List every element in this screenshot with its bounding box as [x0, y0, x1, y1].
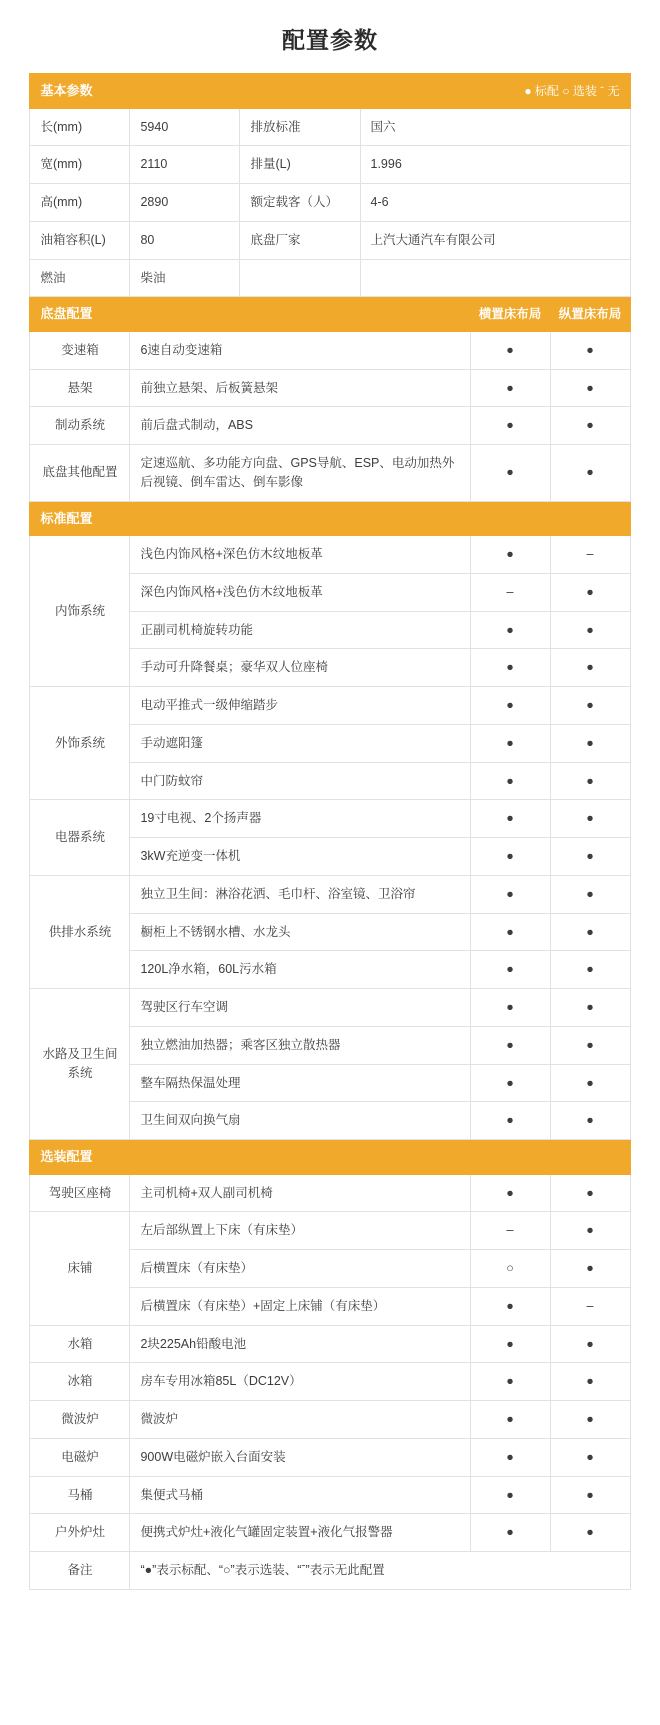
feature-value: 电动平推式一级伸缩踏步 — [130, 687, 470, 725]
feature-value: 房车专用冰箱85L（DC12V） — [130, 1363, 470, 1401]
feature-value: 左后部纵置上下床（有床垫） — [130, 1212, 470, 1250]
table-row — [30, 259, 630, 297]
feature-value: 3kW充逆变一体机 — [130, 838, 470, 876]
mark-layout-b: – — [550, 536, 630, 574]
mark-layout-b: ● — [550, 611, 630, 649]
table-row — [30, 1174, 630, 1212]
mark-layout-b: ● — [550, 687, 630, 725]
mark-layout-a: ● — [470, 875, 550, 913]
table-row — [30, 989, 630, 1027]
basic-value-1: 柴油 — [130, 259, 240, 297]
chassis-value: 6速自动变速箱 — [130, 331, 470, 369]
mark-layout-b: ● — [550, 1026, 630, 1064]
chassis-label: 制动系统 — [30, 407, 130, 445]
basic-label-2: 额定载客（人） — [240, 184, 360, 222]
mark-layout-a: ● — [470, 1026, 550, 1064]
feature-value: 浅色内饰风格+深色仿木纹地板革 — [130, 536, 470, 574]
table-row — [30, 1438, 630, 1476]
mark-layout-b: – — [550, 1287, 630, 1325]
group-label-fridge: 冰箱 — [30, 1363, 130, 1401]
mark-layout-a: ● — [470, 1363, 550, 1401]
mark-layout-b: ● — [550, 573, 630, 611]
group-label-induction-cooker: 电磁炉 — [30, 1438, 130, 1476]
group-label-outdoor-stove: 户外炉灶 — [30, 1514, 130, 1552]
note-value: “●”表示标配、“○”表示选装、“ˉ”表示无此配置 — [130, 1552, 630, 1590]
mark-layout-a: ● — [470, 1514, 550, 1552]
group-label-water-tank: 水箱 — [30, 1325, 130, 1363]
mark-layout-a: ● — [470, 611, 550, 649]
group-label-beds: 床铺 — [30, 1212, 130, 1325]
mark-layout-b: ● — [550, 800, 630, 838]
mark-layout-a: ● — [470, 445, 550, 502]
chassis-label: 变速箱 — [30, 331, 130, 369]
mark-layout-b: ● — [550, 913, 630, 951]
table-row — [30, 369, 630, 407]
feature-value: 正副司机椅旋转功能 — [130, 611, 470, 649]
mark-layout-b: ● — [550, 1212, 630, 1250]
basic-label-2 — [240, 259, 360, 297]
table-row — [30, 184, 630, 222]
column-header-layout-b: 纵置床布局 — [550, 297, 630, 332]
mark-layout-b: ● — [550, 445, 630, 502]
mark-layout-b: ● — [550, 1476, 630, 1514]
mark-layout-b: ● — [550, 1102, 630, 1140]
basic-value-2: 上汽大通汽车有限公司 — [360, 221, 630, 259]
feature-value: 中门防蚊帘 — [130, 762, 470, 800]
mark-layout-b: ● — [550, 989, 630, 1027]
table-row — [30, 875, 630, 913]
table-row — [30, 221, 630, 259]
basic-value-1: 2890 — [130, 184, 240, 222]
section-title-optional: 选装配置 — [30, 1140, 630, 1175]
mark-layout-b: ● — [550, 1064, 630, 1102]
mark-layout-a: ● — [470, 1476, 550, 1514]
mark-layout-b: ● — [550, 762, 630, 800]
mark-layout-a: ● — [470, 951, 550, 989]
table-row — [30, 1363, 630, 1401]
mark-layout-a: ● — [470, 331, 550, 369]
chassis-value: 前独立悬架、后板簧悬架 — [130, 369, 470, 407]
mark-layout-a: – — [470, 1212, 550, 1250]
basic-value-2: 1.996 — [360, 146, 630, 184]
feature-value: 后横置床（有床垫）+固定上床铺（有床垫） — [130, 1287, 470, 1325]
feature-value: 2块225Ah铅酸电池 — [130, 1325, 470, 1363]
bottom-spacer — [0, 1590, 660, 1616]
mark-layout-a: ● — [470, 724, 550, 762]
group-label-exterior: 外饰系统 — [30, 687, 130, 800]
table-row — [30, 800, 630, 838]
feature-value: 独立燃油加热器；乘客区独立散热器 — [130, 1026, 470, 1064]
mark-layout-b: ● — [550, 1363, 630, 1401]
group-label-microwave: 微波炉 — [30, 1401, 130, 1439]
table-row — [30, 1212, 630, 1250]
feature-value: 19寸电视、2个扬声器 — [130, 800, 470, 838]
mark-layout-a: ● — [470, 536, 550, 574]
section-header-standard — [30, 501, 630, 536]
table-row — [30, 687, 630, 725]
basic-label-2: 排放标准 — [240, 108, 360, 146]
table-row — [30, 146, 630, 184]
mark-layout-a: ● — [470, 407, 550, 445]
feature-value: 主司机椅+双人副司机椅 — [130, 1174, 470, 1212]
mark-layout-b: ● — [550, 1325, 630, 1363]
basic-label-2: 底盘厂家 — [240, 221, 360, 259]
note-label: 备注 — [30, 1552, 130, 1590]
mark-layout-b: ● — [550, 1401, 630, 1439]
table-row — [30, 1476, 630, 1514]
basic-value-2: 4-6 — [360, 184, 630, 222]
chassis-label: 底盘其他配置 — [30, 445, 130, 502]
section-title-standard: 标准配置 — [30, 501, 630, 536]
mark-layout-a: ● — [470, 1174, 550, 1212]
mark-layout-b: ● — [550, 407, 630, 445]
mark-layout-b: ● — [550, 369, 630, 407]
section-title-chassis: 底盘配置 — [30, 297, 470, 332]
mark-layout-b: ● — [550, 649, 630, 687]
mark-layout-b: ● — [550, 1514, 630, 1552]
feature-value: 手动可升降餐桌；豪华双人位座椅 — [130, 649, 470, 687]
feature-value: 120L净水箱，60L污水箱 — [130, 951, 470, 989]
basic-value-2 — [360, 259, 630, 297]
group-label-water-bathroom: 水路及卫生间系统 — [30, 989, 130, 1140]
group-label-interior: 内饰系统 — [30, 536, 130, 687]
basic-label-1: 高(mm) — [30, 184, 130, 222]
table-row — [30, 108, 630, 146]
section-header-chassis — [30, 297, 630, 332]
basic-label-1: 油箱容积(L) — [30, 221, 130, 259]
feature-value: 900W电磁炉嵌入台面安装 — [130, 1438, 470, 1476]
basic-value-1: 2110 — [130, 146, 240, 184]
mark-layout-a: ○ — [470, 1250, 550, 1288]
mark-layout-a: ● — [470, 762, 550, 800]
feature-value: 集便式马桶 — [130, 1476, 470, 1514]
table-row — [30, 407, 630, 445]
mark-layout-a: ● — [470, 1438, 550, 1476]
feature-value: 便携式炉灶+液化气罐固定装置+液化气报警器 — [130, 1514, 470, 1552]
mark-layout-a: ● — [470, 649, 550, 687]
feature-value: 整车隔热保温处理 — [130, 1064, 470, 1102]
group-label-toilet: 马桶 — [30, 1476, 130, 1514]
mark-layout-a: ● — [470, 369, 550, 407]
mark-layout-a: ● — [470, 800, 550, 838]
basic-label-1: 长(mm) — [30, 108, 130, 146]
mark-layout-a: ● — [470, 687, 550, 725]
group-label-electrical: 电器系统 — [30, 800, 130, 876]
feature-value: 深色内饰风格+浅色仿木纹地板革 — [130, 573, 470, 611]
mark-layout-a: ● — [470, 1287, 550, 1325]
page-title: 配置参数 — [282, 27, 378, 53]
feature-value: 独立卫生间：淋浴花洒、毛巾杆、浴室镜、卫浴帘 — [130, 875, 470, 913]
mark-layout-a: ● — [470, 989, 550, 1027]
feature-value: 卫生间双向换气扇 — [130, 1102, 470, 1140]
section-header-basic — [30, 74, 630, 109]
feature-value: 手动遮阳篷 — [130, 724, 470, 762]
table-row-note — [30, 1552, 630, 1590]
table-row — [30, 1325, 630, 1363]
chassis-value: 定速巡航、多功能方向盘、GPS导航、ESP、电动加热外后视镜、倒车雷达、倒车影像 — [130, 445, 470, 502]
mark-layout-a: ● — [470, 1325, 550, 1363]
mark-layout-a: ● — [470, 838, 550, 876]
basic-value-1: 5940 — [130, 108, 240, 146]
feature-value: 微波炉 — [130, 1401, 470, 1439]
mark-layout-b: ● — [550, 1174, 630, 1212]
column-header-layout-a: 横置床布局 — [470, 297, 550, 332]
mark-layout-a: – — [470, 573, 550, 611]
table-row — [30, 1514, 630, 1552]
table-row — [30, 1401, 630, 1439]
feature-value: 橱柜上不锈钢水槽、水龙头 — [130, 913, 470, 951]
mark-layout-b: ● — [550, 1438, 630, 1476]
mark-layout-b: ● — [550, 331, 630, 369]
chassis-value: 前后盘式制动，ABS — [130, 407, 470, 445]
mark-layout-a: ● — [470, 1102, 550, 1140]
basic-value-2: 国六 — [360, 108, 630, 146]
mark-layout-b: ● — [550, 875, 630, 913]
basic-label-2: 排量(L) — [240, 146, 360, 184]
group-label-driver-seats: 驾驶区座椅 — [30, 1174, 130, 1212]
legend-text: ● 标配 ○ 选装 ˉ 无 — [360, 74, 630, 109]
mark-layout-b: ● — [550, 951, 630, 989]
chassis-label: 悬架 — [30, 369, 130, 407]
mark-layout-b: ● — [550, 724, 630, 762]
mark-layout-a: ● — [470, 913, 550, 951]
basic-label-1: 宽(mm) — [30, 146, 130, 184]
mark-layout-b: ● — [550, 1250, 630, 1288]
mark-layout-a: ● — [470, 1401, 550, 1439]
section-title-basic: 基本参数 — [30, 74, 360, 109]
table-row — [30, 536, 630, 574]
group-label-water-supply: 供排水系统 — [30, 875, 130, 988]
mark-layout-b: ● — [550, 838, 630, 876]
basic-value-1: 80 — [130, 221, 240, 259]
mark-layout-a: ● — [470, 1064, 550, 1102]
table-row — [30, 331, 630, 369]
basic-label-1: 燃油 — [30, 259, 130, 297]
spec-table — [29, 73, 630, 1590]
feature-value: 驾驶区行车空调 — [130, 989, 470, 1027]
feature-value: 后横置床（有床垫） — [130, 1250, 470, 1288]
table-row — [30, 445, 630, 502]
section-header-optional — [30, 1140, 630, 1175]
